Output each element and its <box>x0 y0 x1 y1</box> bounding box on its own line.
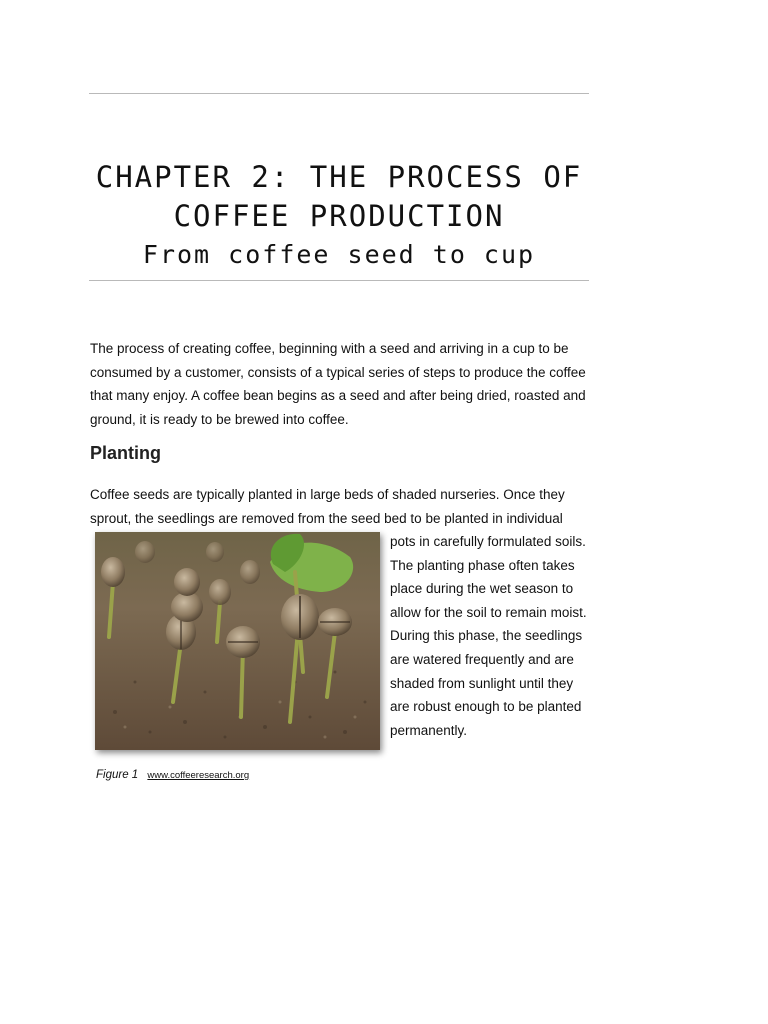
section-heading-planting: Planting <box>90 443 161 463</box>
planting-paragraph-wrapped: pots in carefully formulated soils. The planting phase often takes place during the wet season to allow for the soil to remain moist. During this phase, the seedlings are watered frequently and are shaded from sunlight until they are robust enough to be planted permanently. <box>390 534 587 738</box>
bottom-divider <box>89 280 589 281</box>
planting-paragraph: Coffee seeds are typically planted in large beds of shaded nurseries. Once they sprout, the seedlings are removed from the seed bed to be planted in individual <box>90 487 565 526</box>
chapter-subtitle: From coffee seed to cup <box>142 240 536 269</box>
chapter-title-line-2: COFFEE PRODUCTION <box>173 199 505 233</box>
coffee-seedlings-photo <box>95 532 380 750</box>
top-divider <box>89 93 589 94</box>
chapter-title-line-1: CHAPTER 2: THE PROCESS OF <box>95 160 583 194</box>
figure-caption <box>96 769 249 781</box>
figure-label: Figure 1 <box>96 769 139 781</box>
intro-paragraph: The process of creating coffee, beginning with a seed and arriving in a cup to be consumed by a customer, consists of a typical series of steps to produce the coffee that many enjoy. A coffee bean begins as a seed and after being dried, roasted and ground, it is ready to be brewed into coffee. <box>90 341 586 427</box>
figure-source-link[interactable]: www.coffeeresearch.org <box>147 770 250 781</box>
chapter-title-block <box>89 158 589 273</box>
